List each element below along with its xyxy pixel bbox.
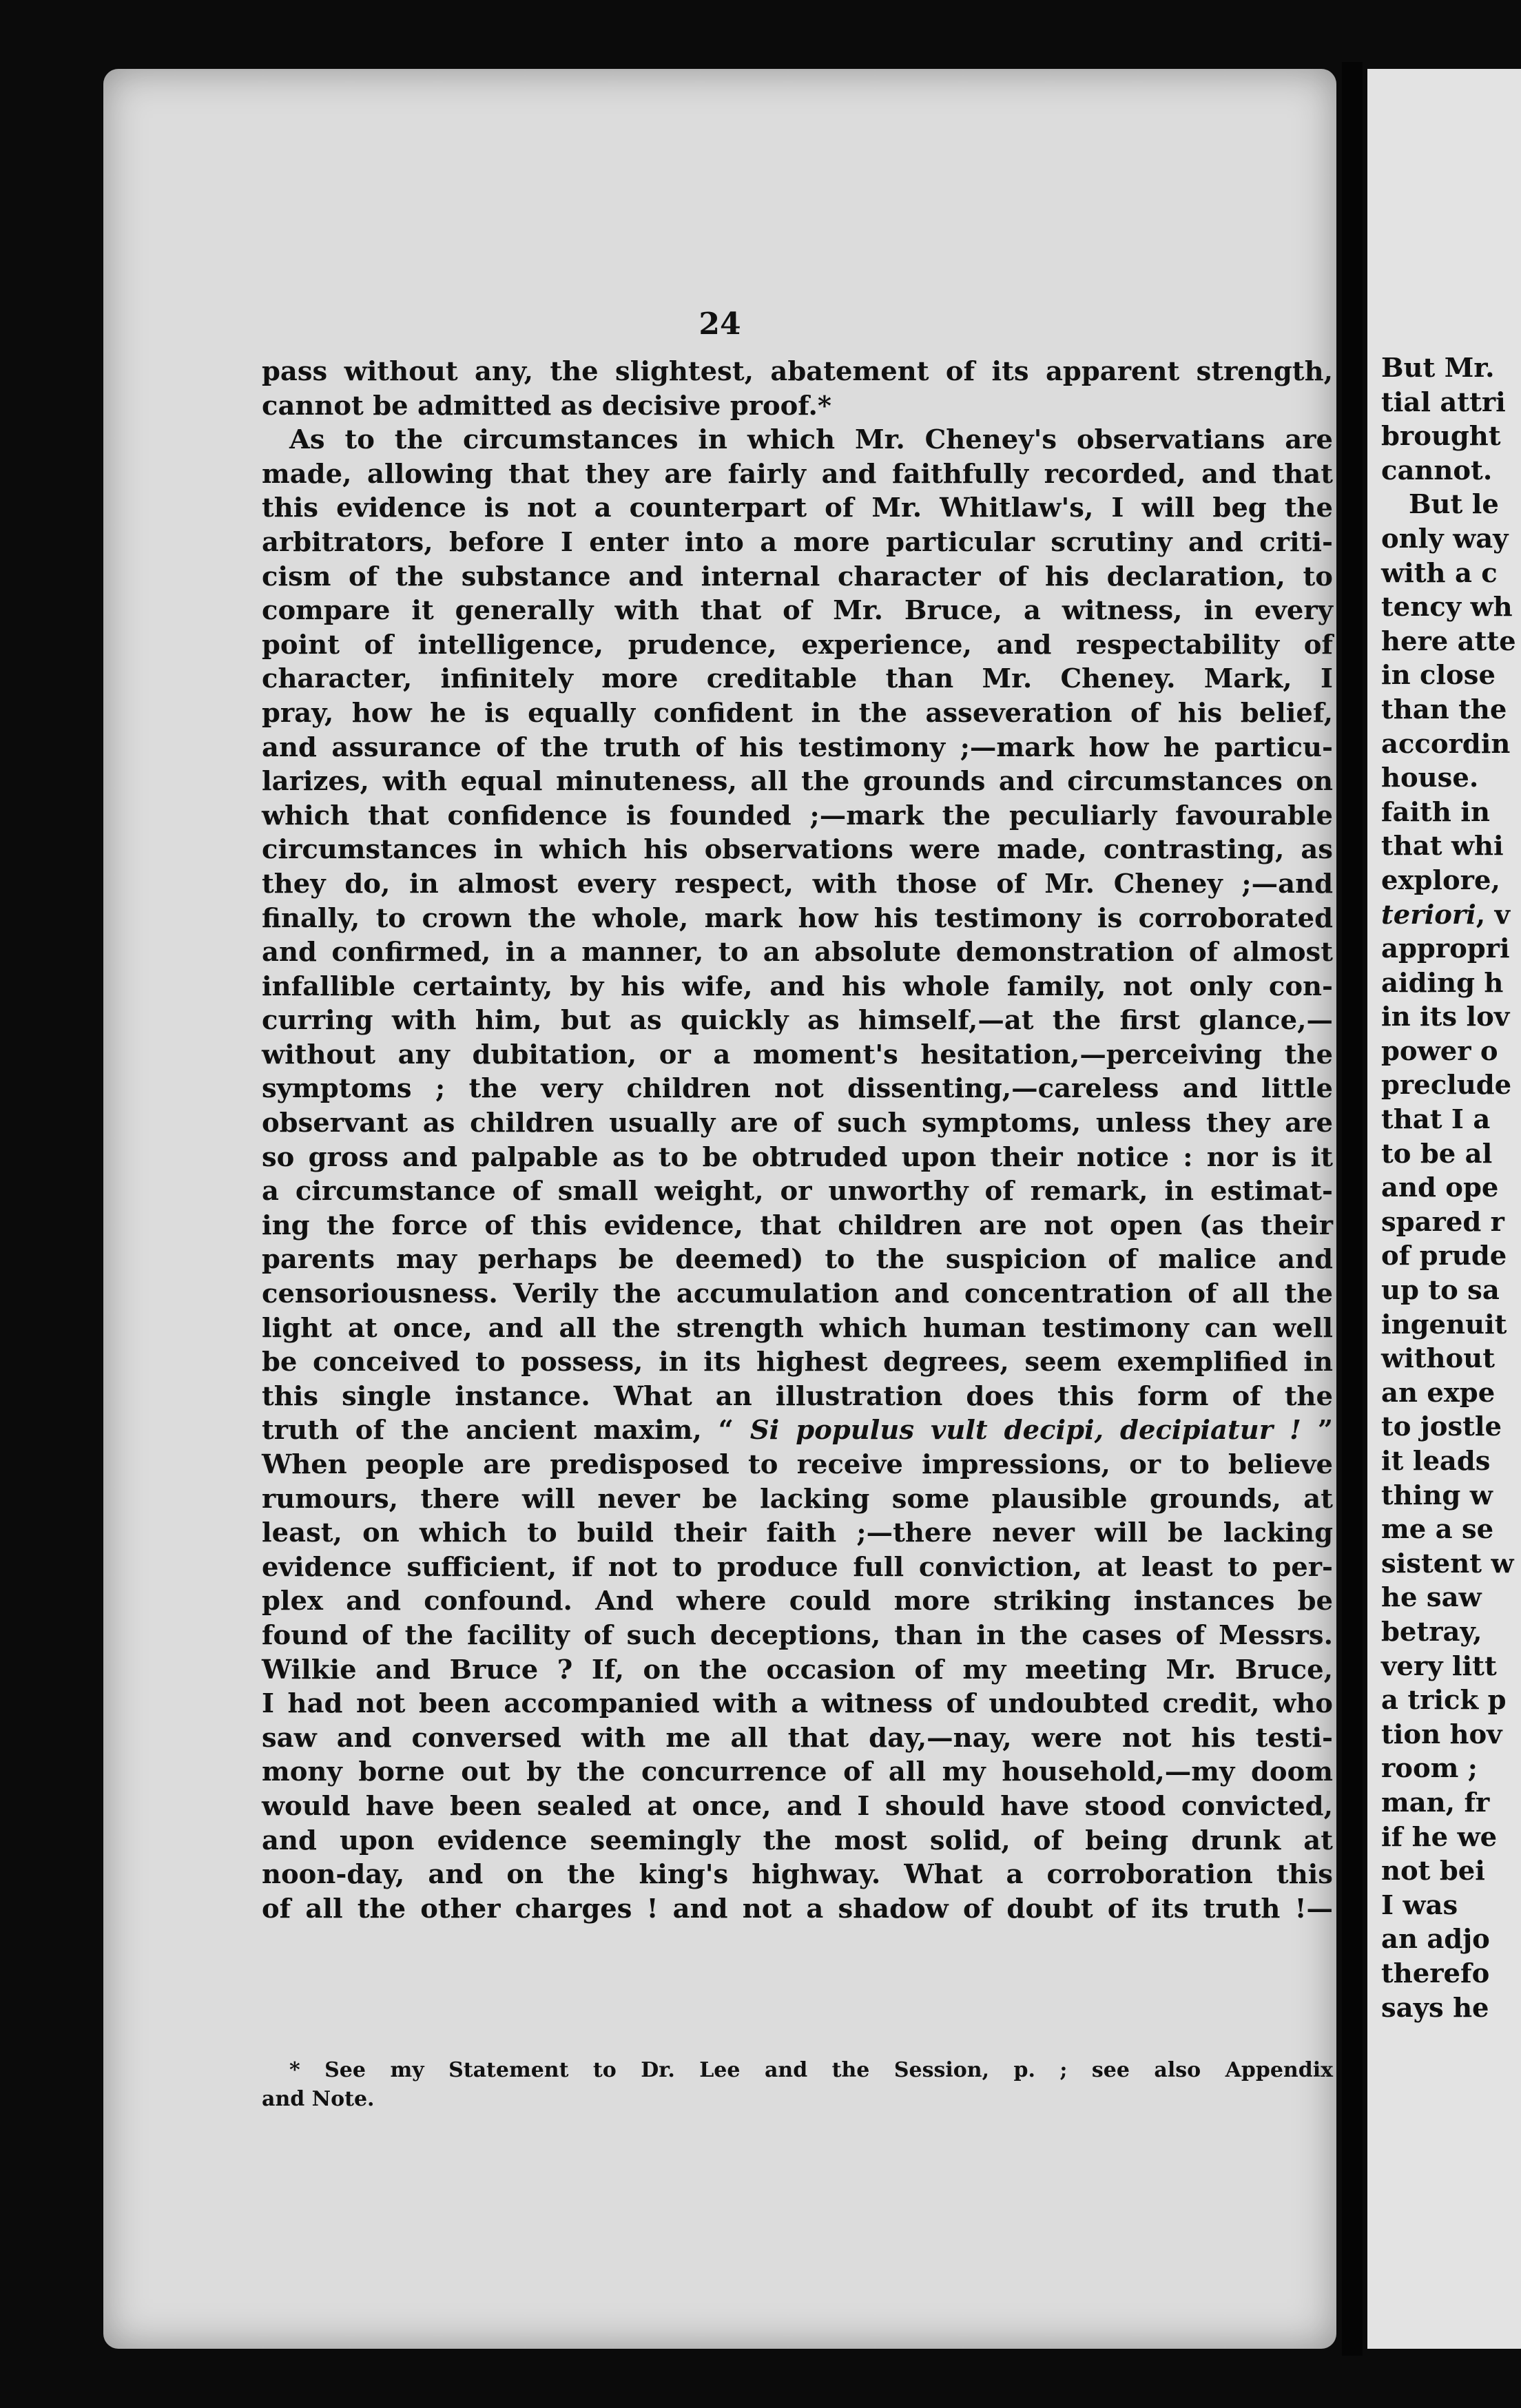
right-page-line: tial attri <box>1381 386 1506 418</box>
text-line: character, infinitely more creditable than Mr. Cheney. Mark, I <box>262 663 1333 695</box>
text-line: Wilkie and Bruce ? If, on the occasion of my meeting Mr. Bruce, <box>262 1654 1333 1685</box>
right-page-line: not bei <box>1381 1856 1485 1887</box>
text-line: cannot be admitted as decisive proof.* <box>262 390 832 422</box>
text-line: symptoms ; the very children not dissenting,—careless and little <box>262 1073 1333 1105</box>
text-line: compare it generally with that of Mr. Bruce, a witness, in every <box>262 595 1333 627</box>
right-page-line: in close <box>1381 660 1496 692</box>
right-page-line: explore, <box>1381 864 1500 896</box>
right-page-line: an adjo <box>1381 1924 1490 1955</box>
text-line: cism of the substance and internal character of his declaration, to <box>262 561 1333 592</box>
right-page-line: if he we <box>1381 1821 1498 1853</box>
right-page-line: up to sa <box>1381 1275 1500 1307</box>
right-page-line: But Mr. <box>1381 353 1495 384</box>
text-line: ing the force of this evidence, that children are not open (as their <box>262 1210 1333 1241</box>
right-page-line: of prude <box>1381 1241 1507 1272</box>
right-page-line: house. <box>1381 762 1479 794</box>
text-line: larizes, with equal minuteness, all the grounds and circumstances on <box>262 766 1333 798</box>
right-page-line: to be al <box>1381 1138 1493 1170</box>
right-page-line: appropri <box>1381 933 1510 965</box>
body-text <box>262 355 1333 1926</box>
text-line: circumstances in which his observations were made, contrasting, as <box>262 834 1333 866</box>
right-page-line: only way <box>1381 523 1509 554</box>
left-page <box>103 69 1336 2349</box>
text-line: a circumstance of small weight, or unworthy of remark, in estimat- <box>262 1176 1333 1207</box>
text-line: point of intelligence, prudence, experience, and respectability of <box>262 629 1333 661</box>
right-page-line: tion hov <box>1381 1719 1502 1750</box>
right-page-line: an expe <box>1381 1377 1496 1409</box>
right-page-line: without <box>1381 1343 1495 1375</box>
right-page-line: accordin <box>1381 728 1511 760</box>
text-line: observant as children usually are of such symptoms, unless they are <box>262 1108 1333 1139</box>
text-line: censoriousness. Verily the accumulation and concentration of all the <box>262 1278 1333 1310</box>
right-page-line: to jostle <box>1381 1411 1502 1443</box>
text-line: parents may perhaps be deemed) to the suspicion of malice and <box>262 1244 1333 1276</box>
right-page-line: I was <box>1381 1889 1458 1921</box>
right-page-line: thing w <box>1381 1480 1493 1511</box>
text-line: arbitrators, before I enter into a more particular scrutiny and criti- <box>262 526 1333 558</box>
text-line: least, on which to build their faith ;—there never will be lacking <box>262 1517 1333 1549</box>
text-line: they do, in almost every respect, with those of Mr. Cheney ;—and <box>262 868 1333 900</box>
text-line: so gross and palpable as to be obtruded upon their notice : nor is it <box>262 1141 1333 1173</box>
right-page-line: sistent w <box>1381 1548 1514 1579</box>
right-page-line: brought <box>1381 421 1501 453</box>
right-page-line: aiding h <box>1381 967 1504 999</box>
text-line: finally, to crown the whole, mark how his testimony is corroborated <box>262 902 1333 934</box>
right-page-line: preclude <box>1381 1070 1512 1101</box>
text-line: rumours, there will never be lacking some plausible grounds, at <box>262 1483 1333 1515</box>
text-line: this single instance. What an illustration does this form of the <box>262 1380 1333 1412</box>
text-line: light at once, and all the strength which human testimony can well <box>262 1312 1333 1344</box>
text-line: and confirmed, in a manner, to an absolute demonstration of almost <box>262 937 1333 968</box>
text-line: When people are predisposed to receive impressions, or to believe <box>262 1449 1333 1480</box>
italic-fragment: teriori <box>1381 899 1476 931</box>
right-page-line: tency wh <box>1381 592 1513 623</box>
right-page-line: very litt <box>1381 1650 1497 1682</box>
right-page-line: But le <box>1409 489 1499 521</box>
text-line: mony borne out by the concurrence of all my household,—my doom <box>262 1756 1333 1788</box>
right-page-line: teriori, v <box>1381 899 1510 931</box>
text-line: evidence sufficient, if not to produce full conviction, at least to per- <box>262 1551 1333 1583</box>
text-line: of all the other charges ! and not a shadow of doubt of its truth !— <box>262 1893 1333 1924</box>
right-page-line: in its lov <box>1381 1001 1510 1033</box>
text-line: found of the facility of such deceptions, than in the cases of Messrs. <box>262 1619 1333 1651</box>
right-page-line: betray, <box>1381 1616 1482 1648</box>
footnote-line: * See my Statement to Dr. Lee and the Session, p. ; see also Appendix <box>289 2058 1333 2082</box>
text-line: truth of the ancient maxim, “ Si populus vult decipi, decipiatur ! ” <box>262 1415 1333 1446</box>
right-page-line: power o <box>1381 1035 1498 1067</box>
right-page-text <box>1381 351 1521 2025</box>
right-page-line: me a se <box>1381 1514 1494 1546</box>
text-line: pass without any, the slightest, abatement of its apparent strength, <box>262 356 1333 387</box>
text-line: made, allowing that they are fairly and faithfully recorded, and that <box>262 458 1333 490</box>
right-page-line: room ; <box>1381 1753 1478 1785</box>
text-line: curring with him, but as quickly as himself,—at the first glance,— <box>262 1005 1333 1037</box>
text-line: infallible certainty, by his wife, and his whole family, not only con- <box>262 971 1333 1002</box>
right-page-line: that I a <box>1381 1104 1491 1136</box>
book-gutter <box>1342 62 1363 2356</box>
right-page-line: faith in <box>1381 796 1490 828</box>
text-line: noon-day, and on the king's highway. What a corroboration this <box>262 1859 1333 1891</box>
page-number: 24 <box>699 307 741 342</box>
right-page-line: a trick p <box>1381 1685 1507 1716</box>
text-line: would have been sealed at once, and I should have stood convicted, <box>262 1790 1333 1822</box>
text-line: saw and conversed with me all that day,—nay, were not his testi- <box>262 1722 1333 1754</box>
right-page-line: with a c <box>1381 557 1498 589</box>
latin-maxim: Si populus vult decipi, decipiatur ! <box>749 1415 1301 1446</box>
right-page-line: therefo <box>1381 1958 1490 1989</box>
right-page-line: spared r <box>1381 1206 1504 1238</box>
right-page-line: it leads <box>1381 1446 1491 1477</box>
right-page-line: cannot. <box>1381 455 1493 486</box>
right-page-line: ingenuit <box>1381 1309 1507 1340</box>
right-page-line: man, fr <box>1381 1787 1490 1818</box>
text-line: pray, how he is equally confident in the asseveration of his belief, <box>262 697 1333 729</box>
footnote-line: and Note. <box>262 2087 375 2111</box>
right-page-line: and ope <box>1381 1172 1499 1204</box>
text-line: As to the circumstances in which Mr. Cheney's observatians are <box>289 424 1333 456</box>
right-page-line: he saw <box>1381 1582 1482 1614</box>
text-line: which that confidence is founded ;—mark the peculiarly favourable <box>262 800 1333 831</box>
footnote <box>262 2056 1333 2114</box>
right-page-line: than the <box>1381 694 1507 725</box>
right-page-line: that whi <box>1381 831 1504 862</box>
text-line: and assurance of the truth of his testimony ;—mark how he particu- <box>262 731 1333 763</box>
right-page-line: says he <box>1381 1992 1489 2024</box>
text-line: be conceived to possess, in its highest degrees, seem exemplified in <box>262 1347 1333 1378</box>
text-line: plex and confound. And where could more striking instances be <box>262 1586 1333 1617</box>
right-page <box>1367 69 1521 2349</box>
text-line: I had not been accompanied with a witness of undoubted credit, who <box>262 1688 1333 1720</box>
text-line: this evidence is not a counterpart of Mr. Whitlaw's, I will beg the <box>262 492 1333 524</box>
text-line: and upon evidence seemingly the most solid, of being drunk at <box>262 1825 1333 1856</box>
text-line: without any dubitation, or a moment's hesitation,—perceiving the <box>262 1039 1333 1070</box>
right-page-line: here atte <box>1381 625 1516 657</box>
